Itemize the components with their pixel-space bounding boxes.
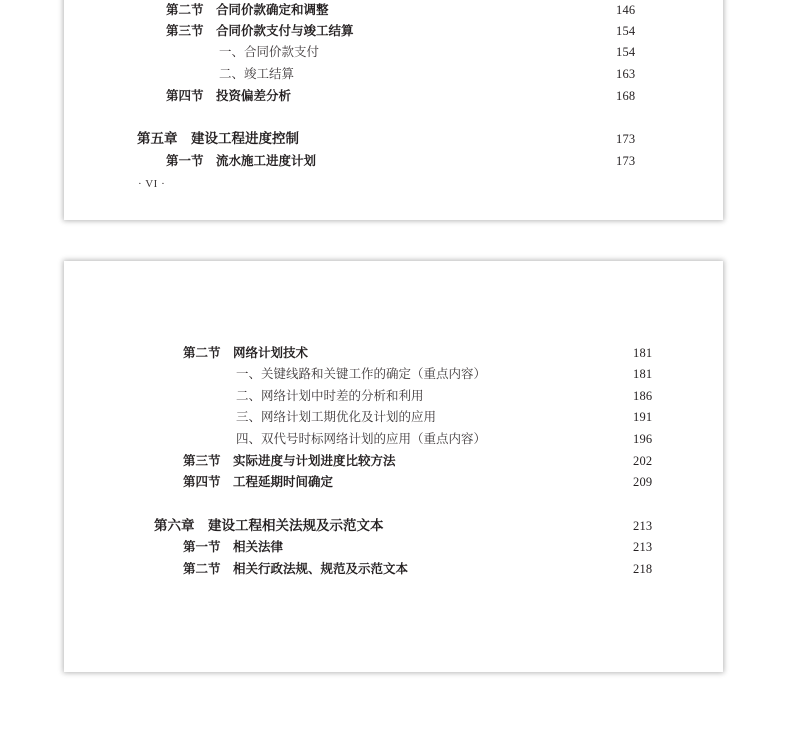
- toc-entry-title: 第二节 相关行政法规、规范及示范文本: [183, 561, 409, 576]
- toc-page-upper: [64, 0, 723, 220]
- toc-entry-page: 168: [616, 89, 636, 103]
- toc-entry-page: 186: [633, 389, 653, 403]
- toc-entry-title: 第二节 网络计划技术: [183, 345, 309, 360]
- toc-page-lower: [64, 261, 723, 672]
- toc-entry-title: 三、网络计划工期优化及计划的应用: [236, 409, 437, 424]
- toc-entry-page: 163: [616, 67, 636, 81]
- toc-entry-title: 第二节 合同价款确定和调整: [166, 2, 329, 17]
- toc-entry-title: 第一节 流水施工进度计划: [166, 153, 317, 168]
- toc-entry-page: 196: [633, 432, 653, 446]
- toc-entry-page: 154: [616, 45, 636, 59]
- toc-entry-page: 218: [633, 562, 653, 576]
- toc-entry-page: 213: [633, 540, 653, 554]
- page-number-footer: · VI ·: [138, 178, 166, 190]
- toc-entry-page: 181: [633, 346, 653, 360]
- toc-entry-page: 154: [616, 24, 636, 38]
- toc-entry-title: 第六章 建设工程相关法规及示范文本: [154, 518, 384, 534]
- toc-entry-title: 四、双代号时标网络计划的应用（重点内容）: [236, 431, 487, 446]
- toc-entry-page: 173: [616, 154, 636, 168]
- toc-entry-page: 209: [633, 475, 653, 489]
- toc-entry-title: 一、关键线路和关键工作的确定（重点内容）: [236, 366, 487, 381]
- toc-entry-page: 146: [616, 3, 636, 17]
- toc-entry-title: 第三节 实际进度与计划进度比较方法: [183, 453, 396, 468]
- toc-entry-title: 二、竣工结算: [219, 66, 295, 81]
- toc-entry-page: 181: [633, 367, 653, 381]
- toc-entry-title: 一、合同价款支付: [219, 44, 320, 59]
- toc-entry-title: 第一节 相关法律: [183, 539, 284, 554]
- toc-entry-title: 二、网络计划中时差的分析和利用: [236, 388, 424, 403]
- toc-entry-page: 213: [633, 519, 653, 533]
- toc-entry-title: 第四节 投资偏差分析: [166, 88, 292, 103]
- toc-entry-title: 第四节 工程延期时间确定: [183, 474, 334, 489]
- toc-entry-title: 第三节 合同价款支付与竣工结算: [166, 23, 354, 38]
- toc-entry-page: 202: [633, 454, 653, 468]
- toc-entry-page: 191: [633, 410, 653, 424]
- toc-entry-title: 第五章 建设工程进度控制: [137, 131, 299, 147]
- toc-entry-page: 173: [616, 132, 636, 146]
